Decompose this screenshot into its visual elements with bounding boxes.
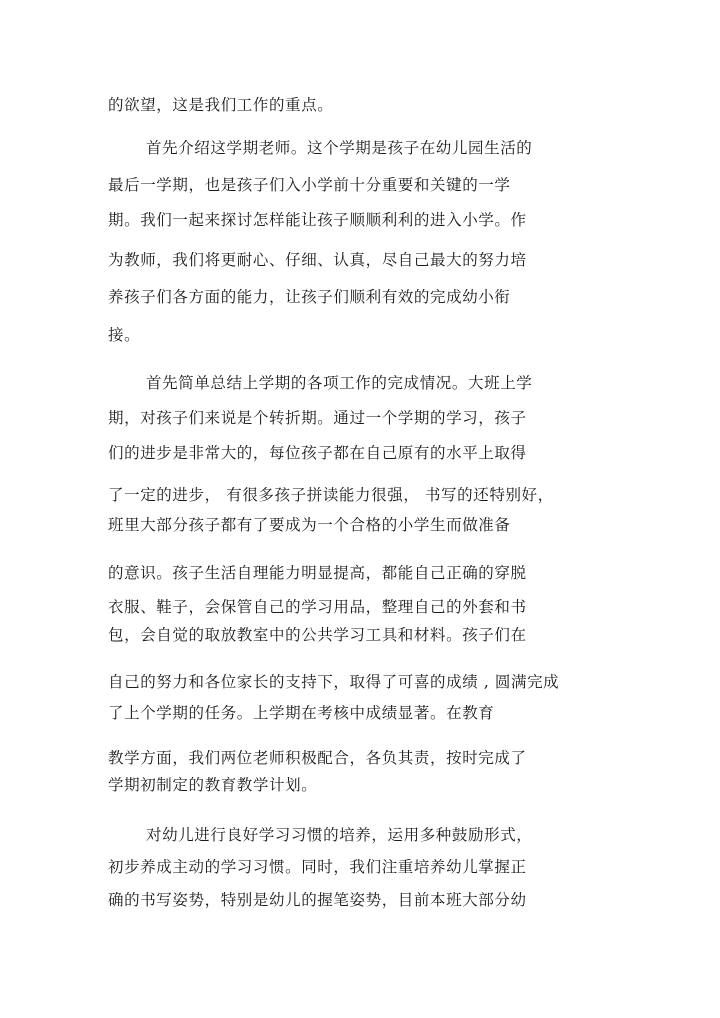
text-line-21: 初步养成主动的学习习惯。同时，我们注重培养幼儿掌握正	[108, 858, 527, 876]
text-line-11: 了一定的进步， 有很多孩子拼读能力很强， 书写的还特别好，	[108, 486, 554, 504]
text-line-4: 期。我们一起来探讨怎样能让孩子顺顺利利的进入小学。作	[108, 211, 527, 229]
text-line-12: 班里大部分孩子都有了要成为一个合格的小学生而做准备	[108, 516, 511, 534]
text-line-18: 教学方面，我们两位老师积极配合，各负其责，按时完成了	[108, 749, 527, 767]
text-line-22: 确的书写姿势，特别是幼儿的握笔姿势，目前本班大部分幼	[108, 891, 527, 909]
text-line-5: 为教师，我们将更耐心、仔细、认真，尽自己最大的努力培	[108, 251, 527, 269]
text-line-3: 最后一学期，也是孩子们入小学前十分重要和关键的一学	[108, 176, 511, 194]
text-line-8: 首先简单总结上学期的各项工作的完成情况。大班上学	[146, 374, 533, 392]
text-line-16: 自己的努力和各位家长的支持下，取得了可喜的成绩 , 圆满完成	[108, 673, 560, 691]
text-line-6: 养孩子们各方面的能力，让孩子们顺利有效的完成幼小衔	[108, 288, 511, 306]
text-line-14: 衣服、鞋子，会保管自己的学习用品，整理自己的外套和书	[108, 598, 527, 616]
text-line-19: 学期初制定的教育教学计划。	[108, 776, 318, 794]
text-line-1: 的欲望，这是我们工作的重点。	[108, 96, 334, 114]
text-line-10: 们的进步是非常大的，每位孩子都在自己原有的水平上取得	[108, 444, 527, 462]
text-line-20: 对幼儿进行良好学习习惯的培养，运用多种鼓励形式，	[146, 826, 533, 844]
text-line-2: 首先介绍这学期老师。这个学期是孩子在幼儿园生活的	[146, 139, 533, 157]
text-line-13: 的意识。孩子生活自理能力明显提高，都能自己正确的穿脱	[108, 564, 527, 582]
text-line-7: 接。	[108, 326, 141, 344]
text-line-17: 了上个学期的任务。上学期在考核中成绩显著。在教育	[108, 704, 495, 722]
text-line-15: 包，会自觉的取放教室中的公共学习工具和材料。孩子们在	[108, 626, 527, 644]
text-line-9: 期，对孩子们来说是个转折期。通过一个学期的学习，孩子	[108, 409, 527, 427]
